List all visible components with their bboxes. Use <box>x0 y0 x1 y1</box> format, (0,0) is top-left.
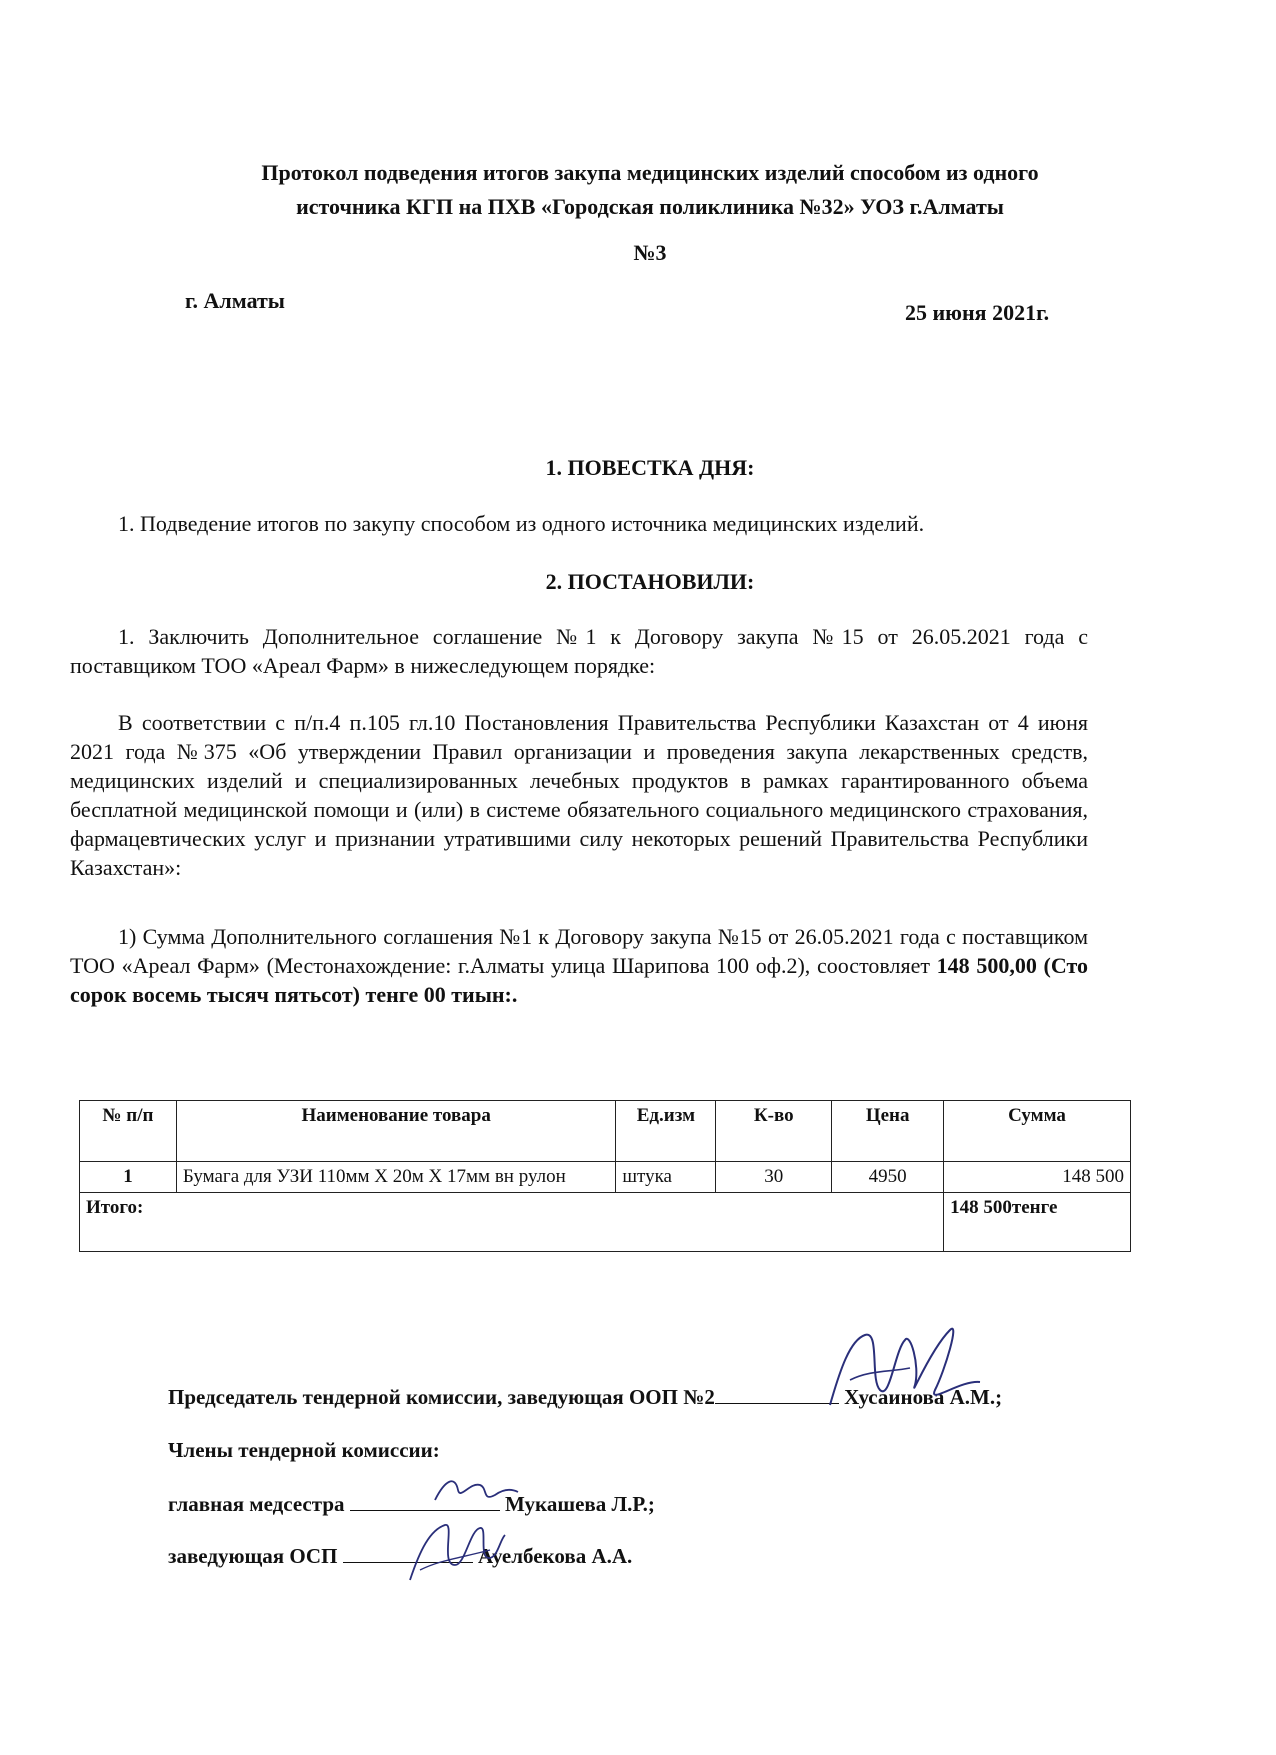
paragraph-1-text: 1. Заключить Дополнительное соглашение №1 к Договору закупа №15 от 26.05.2021 года с поставщиком ТОО «Ареал Фарм» в нижеследующем порядке: <box>70 624 1088 678</box>
member2-name: Ауелбекова А.А. <box>477 1544 633 1568</box>
chair-role: Председатель тендерной комиссии, заведующая ООП №2 <box>168 1385 715 1409</box>
date: 25 июня 2021г. <box>905 300 1050 325</box>
member1-handwritten-signature <box>430 1470 520 1515</box>
total-value: 148 500тенге <box>944 1193 1131 1252</box>
agenda-item: 1. Подведение итогов по закупу способом из одного источника медицинских изделий. <box>118 511 925 536</box>
table-row <box>80 1162 1131 1193</box>
col-header-name: Наименование товара <box>176 1101 616 1162</box>
title-line-2: источника КГП на ПХВ «Городская поликлиника №32» УОЗ г.Алматы <box>296 194 1004 219</box>
col-header-price: Цена <box>832 1101 944 1162</box>
chair-name: Хусаинова А.М.; <box>844 1385 1003 1409</box>
section-agenda-heading: 1. ПОВЕСТКА ДНЯ: <box>545 455 755 480</box>
document-title <box>150 156 1150 224</box>
cell-sum: 148 500 <box>944 1162 1131 1193</box>
col-header-sum: Сумма <box>944 1101 1131 1162</box>
col-header-unit: Ед.изм <box>616 1101 716 1162</box>
col-header-number: № п/п <box>80 1101 177 1162</box>
paragraph-1 <box>70 622 1088 680</box>
cell-qty: 30 <box>716 1162 832 1193</box>
members-label: Члены тендерной комиссии: <box>168 1438 440 1462</box>
title-line-1: Протокол подведения итогов закупа медицинских изделий способом из одного <box>261 160 1039 185</box>
contract-amount: 148 500,00 (Сто сорок восемь тысяч пятьсот) тенге 00 тиын:. <box>70 953 1088 1007</box>
items-table <box>79 1100 1131 1252</box>
paragraph-2 <box>70 708 1088 882</box>
paragraph-3 <box>70 922 1088 1009</box>
member1-role: главная медсестра <box>168 1492 345 1516</box>
paragraph-3-text: 1) Сумма Дополнительного соглашения №1 к Договору закупа №15 от 26.05.2021 года с поставщиком ТОО «Ареал Фарм» (Местонахождение: г.Алматы улица Шарипова 100 оф.2), соостовляет <box>70 924 1088 978</box>
chair-handwritten-signature <box>810 1310 990 1430</box>
cell-name: Бумага для УЗИ 110мм Х 20м Х 17мм вн рулон <box>176 1162 616 1193</box>
member2-handwritten-signature <box>400 1510 510 1590</box>
table-total-row <box>80 1193 1131 1252</box>
paragraph-2-text: В соответствии с п/п.4 п.105 гл.10 Постановления Правительства Республики Казахстан от 4 июня 2021 года №375 «Об утверждении Правил организации и проведения закупа лекарственных средств, медицинских изделий и специализированных лечебных продуктов в рамках гарантированного объема бесплатной медицинской помощи и (или) в системе обязательного социального медицинского страхования, фармацевтических услуг и признании утратившими силу некоторых решений Правительства Республики Казахстан»: <box>70 710 1088 880</box>
section-resolved-heading: 2. ПОСТАНОВИЛИ: <box>545 569 755 594</box>
total-label: Итого: <box>80 1193 944 1252</box>
cell-price: 4950 <box>832 1162 944 1193</box>
member1-name: Мукашева Л.Р.; <box>505 1492 655 1516</box>
member2-role: заведующая ОСП <box>168 1544 338 1568</box>
cell-unit: штука <box>616 1162 716 1193</box>
protocol-number: №3 <box>633 240 667 265</box>
col-header-qty: К-во <box>716 1101 832 1162</box>
city: г. Алматы <box>185 288 285 313</box>
table-header-row <box>80 1101 1131 1162</box>
cell-number: 1 <box>80 1162 177 1193</box>
